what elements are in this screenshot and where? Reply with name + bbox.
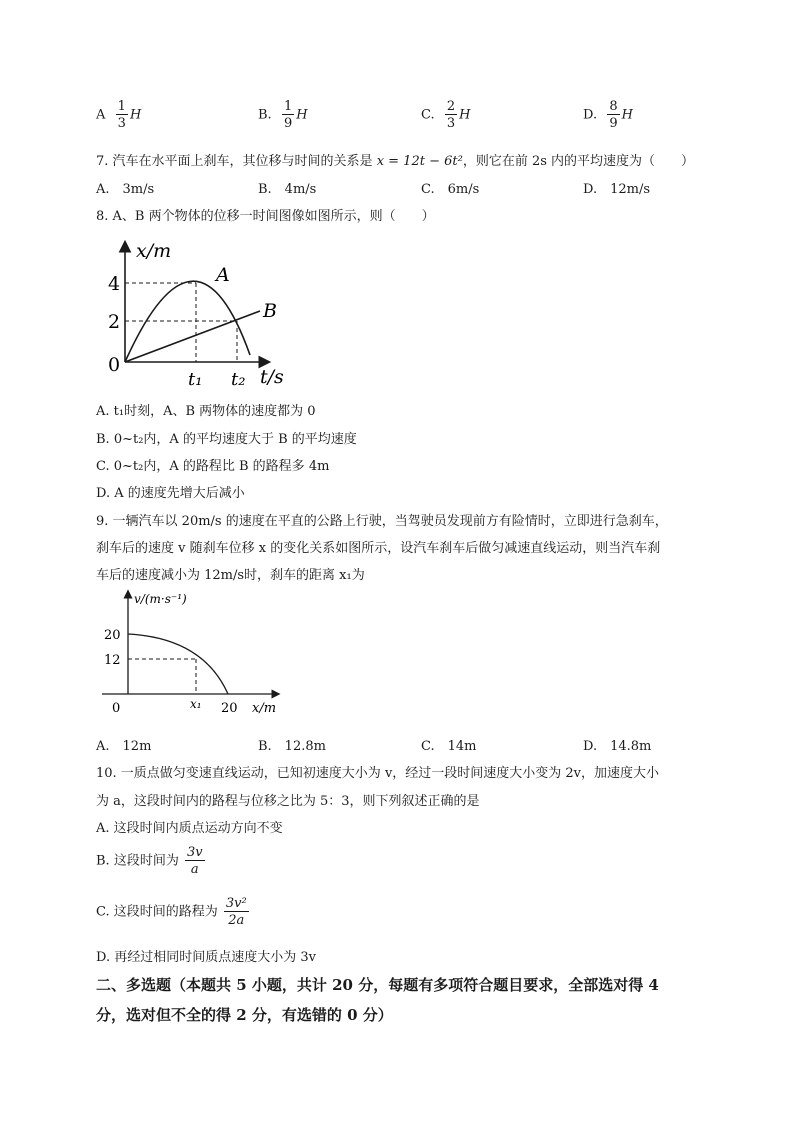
q10-line-1: 10. 一质点做匀变速直线运动，已知初速度大小为 v，经过一段时间速度大小变为 2v，加速度大小 bbox=[96, 766, 660, 781]
q8-option-a: A. t₁时刻，A、B 两物体的速度都为 0 bbox=[96, 404, 316, 419]
q8-option-d: D. A 的速度先增大后减小 bbox=[96, 486, 245, 501]
q8-option-b: B. 0~t₂内，A 的平均速度大于 B 的平均速度 bbox=[96, 432, 357, 447]
q8-tick-2: 2 bbox=[108, 311, 121, 333]
q10-option-c-fraction: $\frac{\text{3v²}}{2a}$ bbox=[225, 896, 247, 928]
q7-option-b: B. 4m/s bbox=[258, 182, 317, 197]
q7-formula: x = 12t − 6t² bbox=[376, 154, 463, 169]
q8-label-b: B bbox=[263, 300, 277, 322]
q6-option-a: A $\frac{1}{3}$ H bbox=[96, 99, 142, 131]
q9-tick-12: 12 bbox=[104, 653, 121, 668]
q9-line-1: 9. 一辆汽车以 20m/s 的速度在平直的公路上行驶，当驾驶员发现前方有险情时，立即进行急刹车， bbox=[96, 514, 668, 529]
q8-graph bbox=[100, 235, 300, 395]
q9-origin: 0 bbox=[112, 701, 121, 716]
q8-y-label: x/m bbox=[136, 240, 172, 262]
q9-line-2: 刹车后的速度 v 随刹车位移 x 的变化关系如图所示，设汽车刹车后做匀减速直线运动，则当汽车刹 bbox=[96, 541, 661, 556]
q10-option-b: B. 这段时间为 $\frac{3v}{a}$ bbox=[96, 845, 203, 877]
q7-option-c: C. 6m/s bbox=[421, 182, 480, 197]
section2-heading-line-2: 分，选对但不全的得 2 分，有选错的 0 分） bbox=[96, 1006, 393, 1024]
q7-option-a: A. 3m/s bbox=[96, 182, 155, 197]
q9-line-3: 车后的速度减小为 12m/s时，刹车的距离 x₁为 bbox=[96, 568, 365, 583]
q9-option-d: D. 14.8m bbox=[583, 739, 652, 754]
q8-option-c: C. 0~t₂内，A 的路程比 B 的路程多 4m bbox=[96, 459, 330, 474]
q10-option-d: D. 再经过相同时间质点速度大小为 3v bbox=[96, 950, 316, 965]
q8-x-label: t/s bbox=[260, 366, 284, 388]
q9-option-c: C. 14m bbox=[421, 739, 477, 754]
q9-tick-20: 20 bbox=[104, 628, 121, 643]
q8-label-a: A bbox=[216, 264, 230, 286]
q8-tick-4: 4 bbox=[108, 273, 121, 295]
q10-option-c: C. 这段时间的路程为 $\frac{\text{3v²}}{2a}$ bbox=[96, 896, 247, 928]
q10-option-b-fraction: $\frac{3v}{a}$ bbox=[186, 845, 203, 877]
q8-tick-t2: t₂ bbox=[231, 369, 246, 390]
q10-line-2: 为 a，这段时间内的路程与位移之比为 5：3，则下列叙述正确的是 bbox=[96, 794, 480, 809]
q6-option-b: B. $\frac{1}{9}$ H bbox=[258, 99, 308, 131]
q9-y-label: v/(m·s⁻¹) bbox=[134, 592, 187, 606]
q9-option-b: B. 12.8m bbox=[258, 739, 326, 754]
q7-option-d: D. 12m/s bbox=[583, 182, 651, 197]
q9-graph bbox=[100, 588, 300, 718]
q9-tick-20x: 20 bbox=[221, 701, 238, 716]
q9-option-a: A. 12m bbox=[96, 739, 152, 754]
q9-curve bbox=[128, 634, 228, 694]
q8-tick-t1: t₁ bbox=[188, 369, 203, 390]
q8-stem: 8. A、B 两个物体的位移一时间图像如图所示，则（ ） bbox=[96, 209, 435, 224]
q8-tick-0: 0 bbox=[108, 354, 121, 376]
q7-stem: 7. 汽车在水平面上刹车，其位移与时间的关系是 x = 12t − 6t²，则它在前 2s 内的平均速度为（ ） bbox=[96, 154, 695, 169]
q6-option-c: C. $\frac{2}{3}$ H bbox=[421, 99, 471, 131]
section2-heading-line-1: 二、多选题（本题共 5 小题，共计 20 分，每题有多项符合题目要求，全部选对得 4 bbox=[96, 976, 659, 994]
q6-option-d: D. $\frac{8}{9}$ H bbox=[583, 99, 633, 131]
q8-line-b bbox=[125, 311, 260, 362]
q10-option-a: A. 这段时间内质点运动方向不变 bbox=[96, 821, 283, 836]
q9-tick-x1: x₁ bbox=[190, 697, 202, 711]
q9-x-label: x/m bbox=[252, 701, 277, 716]
